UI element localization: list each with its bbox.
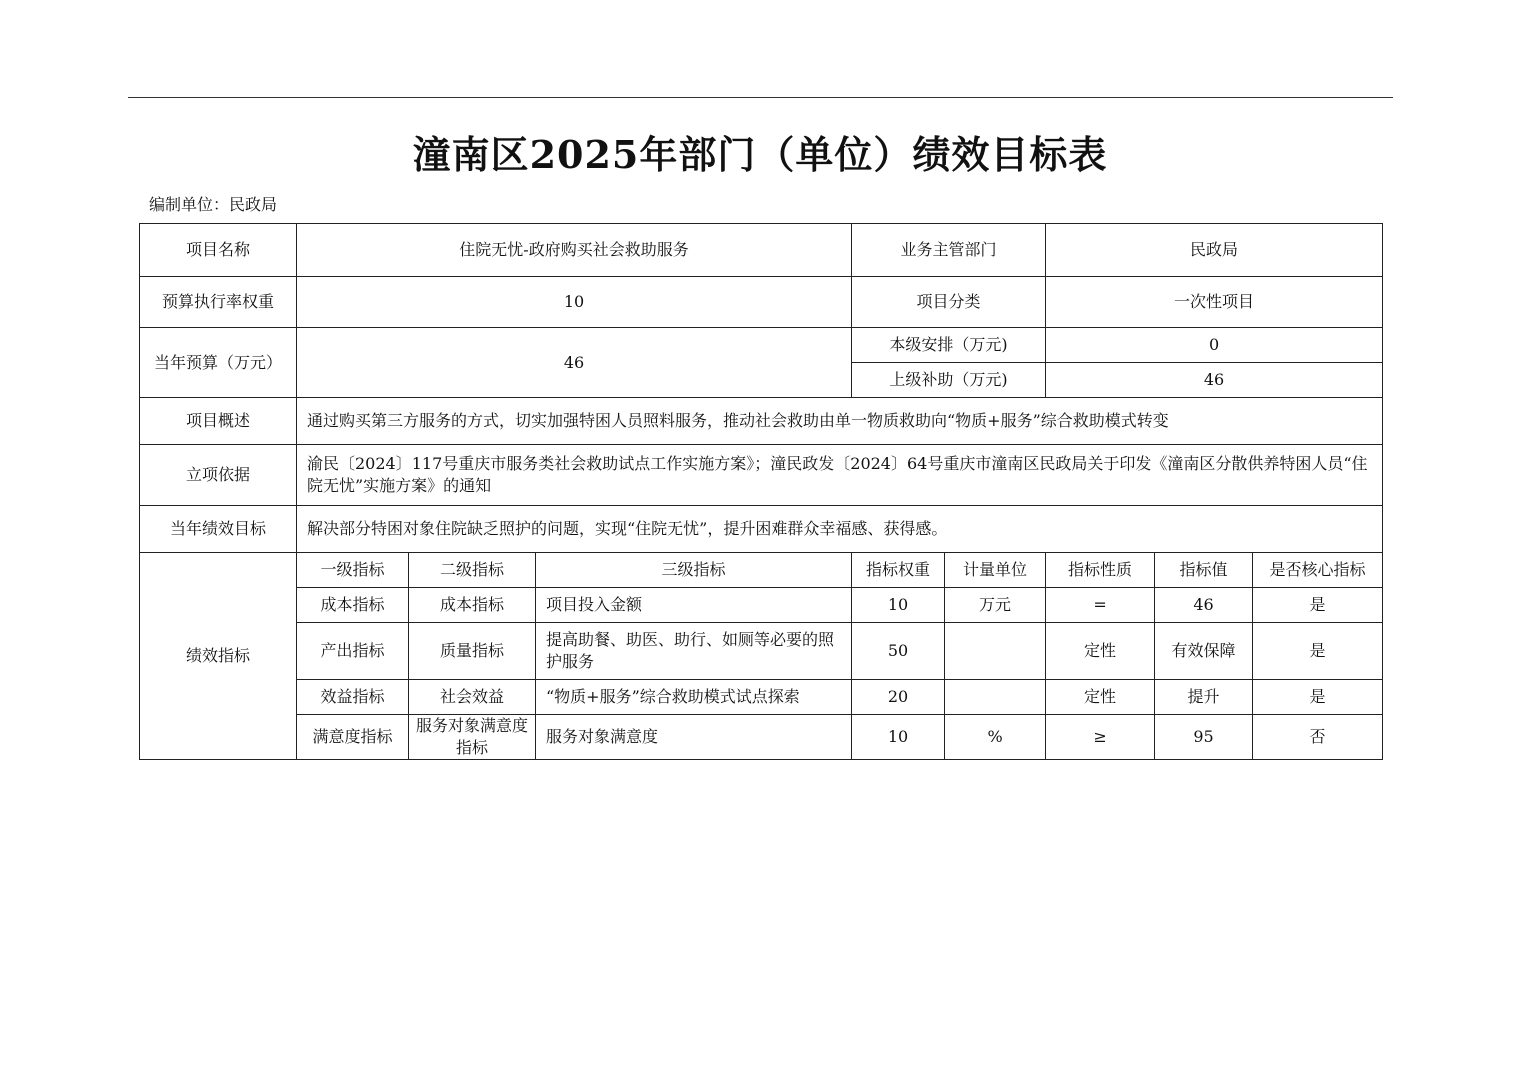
header-nature: 指标性质 <box>1046 553 1155 588</box>
goal-label: 当年绩效目标 <box>140 506 297 553</box>
local-arrangement-value: 0 <box>1046 328 1383 363</box>
basis-label: 立项依据 <box>140 445 297 506</box>
indicator-level3: 项目投入金额 <box>536 588 852 623</box>
header-unit: 计量单位 <box>945 553 1046 588</box>
indicator-nature: 定性 <box>1046 680 1155 715</box>
dept-value: 民政局 <box>1046 224 1383 277</box>
top-rule <box>128 97 1393 98</box>
indicator-row <box>140 588 1383 623</box>
indicator-level3: “物质+服务”综合救助模式试点探索 <box>536 680 852 715</box>
indicator-row <box>140 715 1383 760</box>
indicator-unit: 万元 <box>945 588 1046 623</box>
overview-value: 通过购买第三方服务的方式，切实加强特困人员照料服务，推动社会救助由单一物质救助向“物质+服务”综合救助模式转变 <box>297 398 1383 445</box>
upper-subsidy-label: 上级补助（万元) <box>852 363 1046 398</box>
indicator-nature: 定性 <box>1046 623 1155 680</box>
annual-budget-value: 46 <box>297 328 852 398</box>
header-level3: 三级指标 <box>536 553 852 588</box>
upper-subsidy-value: 46 <box>1046 363 1383 398</box>
indicator-row <box>140 623 1383 680</box>
goal-value: 解决部分特困对象住院缺乏照护的问题，实现“住院无忧”，提升困难群众幸福感、获得感。 <box>297 506 1383 553</box>
dept-label: 业务主管部门 <box>852 224 1046 277</box>
header-weight: 指标权重 <box>852 553 945 588</box>
indicator-nature: ≥ <box>1046 715 1155 760</box>
header-level2: 二级指标 <box>409 553 536 588</box>
indicator-unit <box>945 680 1046 715</box>
project-name-label: 项目名称 <box>140 224 297 277</box>
indicator-core: 否 <box>1253 715 1383 760</box>
indicator-level2: 社会效益 <box>409 680 536 715</box>
indicator-unit <box>945 623 1046 680</box>
header-level1: 一级指标 <box>297 553 409 588</box>
indicator-level1: 产出指标 <box>297 623 409 680</box>
indicator-weight: 10 <box>852 715 945 760</box>
budget-weight-value: 10 <box>297 277 852 328</box>
indicator-level3: 提高助餐、助医、助行、如厕等必要的照护服务 <box>536 623 852 680</box>
annual-budget-label: 当年预算（万元） <box>140 328 297 398</box>
indicators-section-label: 绩效指标 <box>140 553 297 760</box>
indicator-weight: 50 <box>852 623 945 680</box>
indicator-level1: 成本指标 <box>297 588 409 623</box>
indicator-core: 是 <box>1253 588 1383 623</box>
basis-value: 渝民〔2024〕117号重庆市服务类社会救助试点工作实施方案》；潼民政发〔2024〕64号重庆市潼南区民政局关于印发《潼南区分散供养特困人员“住院无忧”实施方案》的通知 <box>297 445 1383 506</box>
performance-target-table <box>139 223 1383 760</box>
indicator-unit: % <box>945 715 1046 760</box>
indicator-value: 有效保障 <box>1155 623 1253 680</box>
compiling-unit: 编制单位：民政局 <box>149 195 278 214</box>
indicator-level2: 服务对象满意度指标 <box>409 715 536 760</box>
header-core: 是否核心指标 <box>1253 553 1383 588</box>
budget-weight-label: 预算执行率权重 <box>140 277 297 328</box>
overview-label: 项目概述 <box>140 398 297 445</box>
indicator-value: 46 <box>1155 588 1253 623</box>
indicator-value: 95 <box>1155 715 1253 760</box>
indicator-level3: 服务对象满意度 <box>536 715 852 760</box>
indicator-weight: 10 <box>852 588 945 623</box>
indicator-level1: 满意度指标 <box>297 715 409 760</box>
indicator-level2: 质量指标 <box>409 623 536 680</box>
indicator-value: 提升 <box>1155 680 1253 715</box>
indicator-level2: 成本指标 <box>409 588 536 623</box>
indicator-row <box>140 680 1383 715</box>
project-name-value: 住院无忧-政府购买社会救助服务 <box>297 224 852 277</box>
indicator-weight: 20 <box>852 680 945 715</box>
category-value: 一次性项目 <box>1046 277 1383 328</box>
local-arrangement-label: 本级安排（万元) <box>852 328 1046 363</box>
document-title: 潼南区2025年部门（单位）绩效目标表 <box>412 132 1108 177</box>
indicator-nature: = <box>1046 588 1155 623</box>
indicator-core: 是 <box>1253 680 1383 715</box>
indicator-core: 是 <box>1253 623 1383 680</box>
indicator-level1: 效益指标 <box>297 680 409 715</box>
category-label: 项目分类 <box>852 277 1046 328</box>
header-value: 指标值 <box>1155 553 1253 588</box>
